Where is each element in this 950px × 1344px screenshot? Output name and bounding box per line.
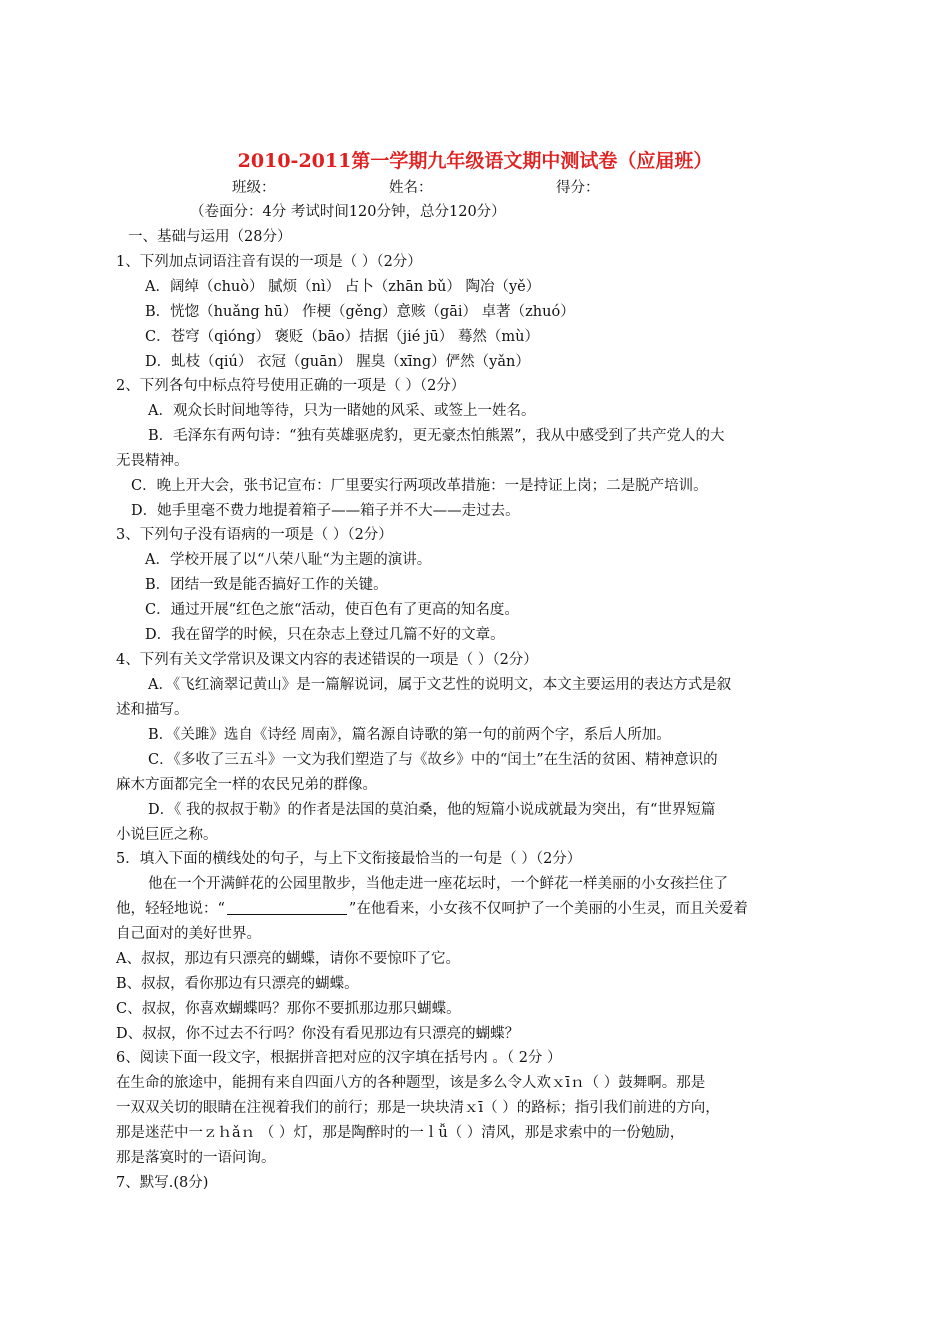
q2-option-a: A．观众长时间地等待，只为一睹她的风采、或签上一姓名。	[148, 403, 536, 419]
section-heading: 一、基础与运用（28分）	[128, 229, 292, 245]
q3-stem: 3、下列句子没有语病的一项是（ ）（2分）	[116, 527, 393, 543]
q1-option-c: C．苍穹（qióng） 褒贬（bāo）拮据（jié jū） 蓦然（mù）	[145, 329, 539, 345]
q2-option-b: B．毛泽东有两句诗：“独有英雄驱虎豹，更无豪杰怕熊罴”，我从中感受到了共产党人的大	[148, 428, 725, 444]
q4-stem: 4、下列有关文学常识及课文内容的表述错误的一项是（ ）（2分）	[116, 652, 538, 668]
exam-info: （卷面分：4分 考试时间120分钟，总分120分）	[190, 204, 506, 220]
q5-fill-blank[interactable]	[227, 900, 347, 915]
q1-option-b: B．恍惚（huǎng hū） 作梗（gěng）意赅（gāi） 卓著（zhuó）	[145, 304, 575, 320]
q5-passage-line1: 他在一个开满鲜花的公园里散步，当他走进一座花坛时，一个鲜花一样美丽的小女孩拦住了	[148, 876, 728, 892]
q6-passage-line1: 在生命的旅途中，能拥有来自四面八方的各种题型，该是多么令人欢ｘīｎ（ ）鼓舞啊。那是	[116, 1075, 706, 1091]
q5-option-b: B、叔叔，看你那边有只漂亮的蝴蝶。	[116, 976, 359, 992]
q5-passage-pre: 他，轻轻地说：“	[116, 901, 225, 917]
q6-stem: 6、阅读下面一段文字，根据拼音把对应的汉字填在括号内 。（ 2分 ）	[116, 1050, 562, 1066]
score-label: 得分：	[556, 180, 600, 196]
page-title: 2010-2011第一学期九年级语文期中测试卷（应届班）	[237, 150, 713, 172]
q1-option-d: D．虬枝（qiú） 衣冠（guān） 腥臭（xīng）俨然（yǎn）	[145, 354, 530, 370]
q6-passage-line4: 那是落寞时的一语问询。	[116, 1150, 276, 1166]
q3-option-a: A．学校开展了以“八荣八耻“为主题的演讲。	[145, 552, 432, 568]
q4-option-b: B．《关雎》选自《诗经 周南》，篇名源自诗歌的第一句的前两个字，系后人所加。	[148, 727, 671, 743]
q5-option-d: D、叔叔，你不过去不行吗？你没有看见那边有只漂亮的蝴蝶？	[116, 1026, 520, 1042]
q4-option-a-cont: 述和描写。	[116, 702, 189, 718]
q2-stem: 2、下列各句中标点符号使用正确的一项是（ ）（2分）	[116, 378, 466, 394]
q2-option-b-cont: 无畏精神。	[116, 453, 189, 469]
class-label: 班级：	[232, 180, 276, 196]
name-label: 姓名：	[389, 180, 433, 196]
q3-option-d: D．我在留学的时候，只在杂志上登过几篇不好的文章。	[145, 627, 505, 643]
q4-option-c-cont: 麻木方面都完全一样的农民兄弟的群像。	[116, 777, 377, 793]
q5-passage-line2	[116, 899, 748, 919]
q2-option-d: D．她手里毫不费力地提着箱子——箱子并不大——走过去。	[131, 503, 520, 519]
q4-option-d: D．《 我的叔叔于勒》的作者是法国的莫泊桑，他的短篇小说成就最为突出，有“世界短篇	[148, 802, 716, 818]
q5-option-c: C、叔叔，你喜欢蝴蝶吗？那你不要抓那边那只蝴蝶。	[116, 1001, 461, 1017]
q6-passage-line2: 一双双关切的眼睛在注视着我们的前行；那是一块块清ｘī（ ）的路标；指引我们前进的方向，	[116, 1100, 720, 1116]
q4-option-d-cont: 小说巨匠之称。	[116, 827, 218, 843]
q5-stem: 5．填入下面的横线处的句子，与上下文衔接最恰当的一句是（ ）（2分）	[116, 851, 582, 867]
q4-option-c: C．《多收了三五斗》一文为我们塑造了与《故乡》中的“闰土”在生活的贫困、精神意识的	[148, 752, 718, 768]
q1-stem: 1、下列加点词语注音有误的一项是（ ）（2分）	[116, 254, 422, 270]
q7-stem: 7、默写.(8分)	[116, 1175, 209, 1191]
q1-option-a: A．阔绰（chuò） 腻烦（nì） 占卜（zhān bǔ） 陶冶（yě）	[145, 279, 541, 295]
q5-passage-post: ”在他看来，小女孩不仅呵护了一个美丽的小生灵，而且关爱着	[348, 901, 748, 917]
q3-option-c: C．通过开展“红色之旅“活动，使百色有了更高的知名度。	[145, 602, 519, 618]
q5-passage-line3: 自己面对的美好世界。	[116, 926, 261, 942]
q3-option-b: B．团结一致是能否搞好工作的关键。	[145, 577, 388, 593]
q6-passage-line3: 那是迷茫中一ｚｈǎｎ （ ）灯，那是陶醉时的一ｌǚ（ ）清风，那是求索中的一份勉励，	[116, 1125, 685, 1141]
q5-option-a: A、叔叔，那边有只漂亮的蝴蝶，请你不要惊吓了它。	[116, 951, 460, 967]
q4-option-a: A．《飞红滴翠记黄山》是一篇解说词，属于文艺性的说明文，本文主要运用的表达方式是叙	[148, 677, 732, 693]
q2-option-c: C．晚上开大会，张书记宣布：厂里要实行两项改革措施：一是持证上岗；二是脱产培训。	[131, 478, 708, 494]
